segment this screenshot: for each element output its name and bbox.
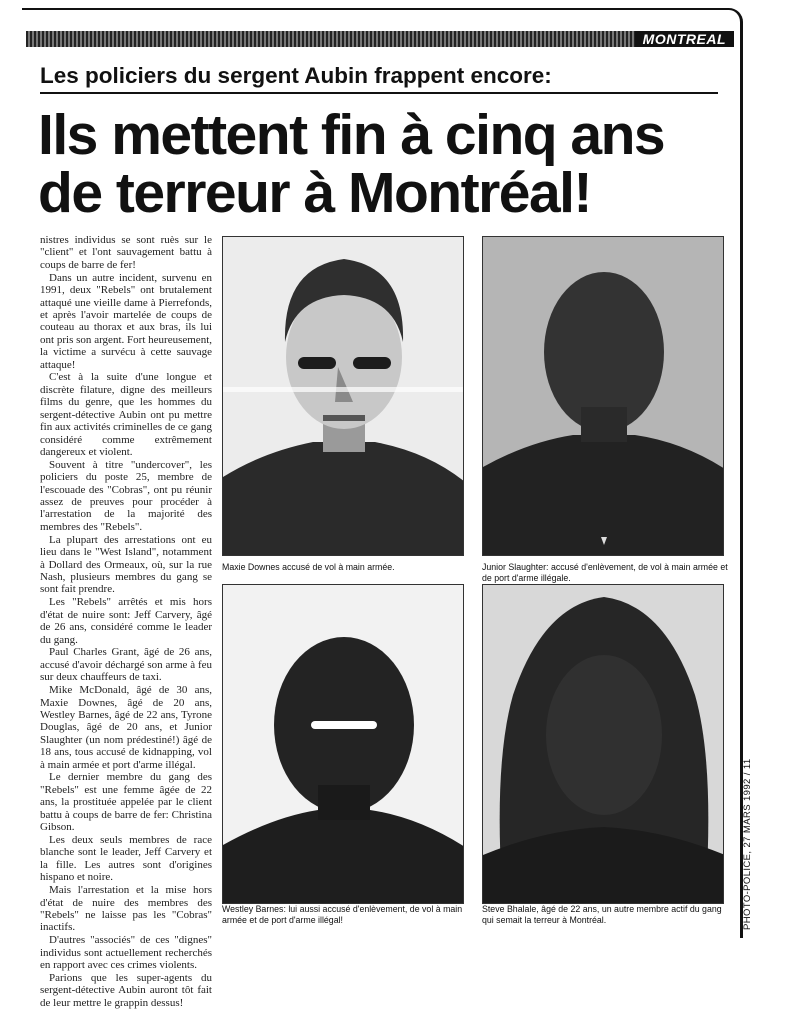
body-paragraph: Dans un autre incident, survenu en 1991, deux "Rebels" ont brutalement attaqué une vieille dame à Pierrefonds, et après l'avoir martelée de coups de couteau au thorax et aux bras, ils lui ont pris son argent. Fort heureusement, la victime a survécu à cette sauvage attaque!	[40, 271, 212, 371]
main-headline	[38, 103, 738, 225]
section-label: MONTREAL	[635, 31, 734, 47]
body-paragraph: C'est à la suite d'une longue et discrète filature, digne des meilleurs films du genre, que les hommes du sergent-détective Aubin ont pu mettre fin aux activités criminelles de ce gang considéré comme extrêmement dangereux et violent.	[40, 371, 212, 458]
kicker-headline: Les policiers du sergent Aubin frappent encore:	[40, 63, 552, 88]
photo-westley-barnes	[222, 584, 464, 925]
body-paragraph: Mais l'arrestation et la mise hors d'état de nuire des membres des "Rebels" ne laisse pas les "Cobras" inactifs.	[40, 884, 212, 934]
body-paragraph: La plupart des arrestations ont eu lieu dans le "West Island", notamment à Dollard des Ormeaux, où, sur la rue Nash, plusieurs membres du gang se sont fait prendre.	[40, 533, 212, 596]
photo-steve-bhalale	[482, 584, 724, 925]
page-credit: PHOTO-POLICE, 27 MARS 1992 / 11	[742, 758, 753, 930]
kicker-underline	[40, 92, 718, 94]
photo-caption: Junior Slaughter: accusé d'enlèvement, de vol à main armée et de port d'arme illégale.	[482, 562, 728, 583]
body-paragraph: nistres individus se sont ruès sur le "client" et l'ont sauvagement battu à coups de barre de fer!	[40, 234, 212, 271]
photo-caption: Westley Barnes: lui aussi accusé d'enlèvement, de vol à main armée et de port d'arme illégal!	[222, 904, 463, 925]
body-paragraph: Le dernier membre du gang des "Rebels" est une femme âgée de 22 ans, la prostituée appelée par le client battu à coups de barre de fer: Christina Gibson.	[40, 771, 212, 834]
body-paragraph: Parions que les super-agents du sergent-détective Aubin auront tôt fait de leur mettre le grappin dessus!	[40, 971, 212, 1009]
body-paragraph: Les deux seuls membres de race blanche sont le leader, Jeff Carvery et la fille. Les autres sont d'origines hispano et noire.	[40, 834, 212, 884]
mugshot-image	[222, 236, 464, 556]
body-paragraph: Souvent à titre "undercover", les policiers du poste 25, membre de l'escouade des "Cobras", ont pu réunir assez de preuves pour procéder à l'arrestation de la majorité des membres des "Rebels".	[40, 458, 212, 533]
body-paragraph: Les "Rebels" arrêtés et mis hors d'état de nuire sont: Jeff Carvery, âgé de 26 ans, considéré comme le leader du gang.	[40, 596, 212, 646]
photo-maxie-downes	[222, 236, 464, 572]
mugshot-image	[482, 584, 724, 904]
article-body	[40, 234, 212, 1010]
body-paragraph: Paul Charles Grant, âgé de 26 ans, accusé d'avoir déchargé son arme à feu sur deux chauffeurs de taxi.	[40, 646, 212, 684]
photo-caption: Maxie Downes accusé de vol à main armée.	[222, 562, 395, 572]
photo-junior-slaughter	[482, 236, 728, 583]
mugshot-image	[482, 236, 724, 556]
mugshot-image	[222, 584, 464, 904]
headline-line-2: de terreur à Montréal!	[38, 161, 591, 225]
photo-caption: Steve Bhalale, âgé de 22 ans, un autre membre actif du gang qui semait la terreur à Montréal.	[482, 904, 722, 925]
section-banner	[26, 31, 734, 47]
body-paragraph: Mike McDonald, âgé de 30 ans, Maxie Downes, âgé de 20 ans, Westley Barnes, âgé de 22 ans, Tyrone Douglas, âgé de 20 ans, et Junior Slaughter (un nom prédestiné!) âgé de 18 ans, tous accusé de kidnapping, vol à main armée et port d'arme illégal.	[40, 684, 212, 771]
body-paragraph: D'autres "associés" de ces "dignes" individus sont actuellement recherchés en rapport avec ces crimes violents.	[40, 934, 212, 972]
headline-line-1: Ils mettent fin à cinq ans	[38, 103, 665, 167]
